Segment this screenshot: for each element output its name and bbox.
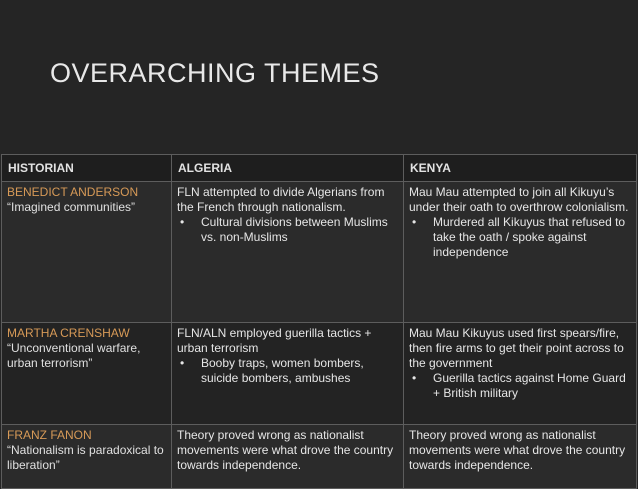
historian-concept: “Unconventional warfare, urban terrorism” bbox=[7, 341, 141, 370]
bullet-item: • Cultural divisions between Muslims vs. non-Muslims bbox=[177, 215, 398, 245]
algeria-cell bbox=[172, 323, 404, 425]
historian-name: MARTHA CRENSHAW bbox=[7, 326, 130, 340]
kenya-text: Theory proved wrong as nationalist movements were what drove the country towards independence. bbox=[409, 428, 626, 472]
table-row bbox=[2, 323, 637, 425]
algeria-cell bbox=[172, 182, 404, 323]
algeria-bullets bbox=[177, 356, 398, 386]
bullet-item: • Murdered all Kikuyus that refused to take the oath / spoke against independence bbox=[409, 215, 631, 260]
column-header-algeria: ALGERIA bbox=[172, 155, 404, 182]
kenya-cell bbox=[404, 182, 637, 323]
column-header-kenya: KENYA bbox=[404, 155, 637, 182]
historian-cell bbox=[2, 182, 172, 323]
bullet-item: • Guerilla tactics against Home Guard + British military bbox=[409, 371, 631, 401]
algeria-bullets bbox=[177, 215, 398, 245]
bullet-item: • Booby traps, women bombers, suicide bombers, ambushes bbox=[177, 356, 398, 386]
algeria-text: FLN/ALN employed guerilla tactics + urban terrorism bbox=[177, 326, 372, 355]
kenya-bullets bbox=[409, 215, 631, 260]
table-row bbox=[2, 182, 637, 323]
slide-title: OVERARCHING THEMES bbox=[50, 58, 380, 88]
column-header-historian: HISTORIAN bbox=[2, 155, 172, 182]
algeria-text: Theory proved wrong as nationalist movements were what drove the country towards independence. bbox=[177, 428, 394, 472]
kenya-bullets bbox=[409, 371, 631, 401]
algeria-text: FLN attempted to divide Algerians from the French through nationalism. bbox=[177, 185, 385, 214]
kenya-text: Mau Mau attempted to join all Kikuyu’s under their oath to overthrow colonialism. bbox=[409, 185, 629, 214]
historian-concept: “Imagined communities” bbox=[7, 200, 136, 214]
historian-name: FRANZ FANON bbox=[7, 428, 92, 442]
table-header-row bbox=[2, 155, 637, 182]
kenya-text: Mau Mau Kikuyus used first spears/fire, then fire arms to get their point across to the government bbox=[409, 326, 624, 370]
historian-concept: “Nationalism is paradoxical to liberation” bbox=[7, 443, 164, 472]
historian-cell bbox=[2, 323, 172, 425]
themes-table bbox=[1, 154, 637, 489]
kenya-cell bbox=[404, 323, 637, 425]
historian-name: BENEDICT ANDERSON bbox=[7, 185, 139, 199]
